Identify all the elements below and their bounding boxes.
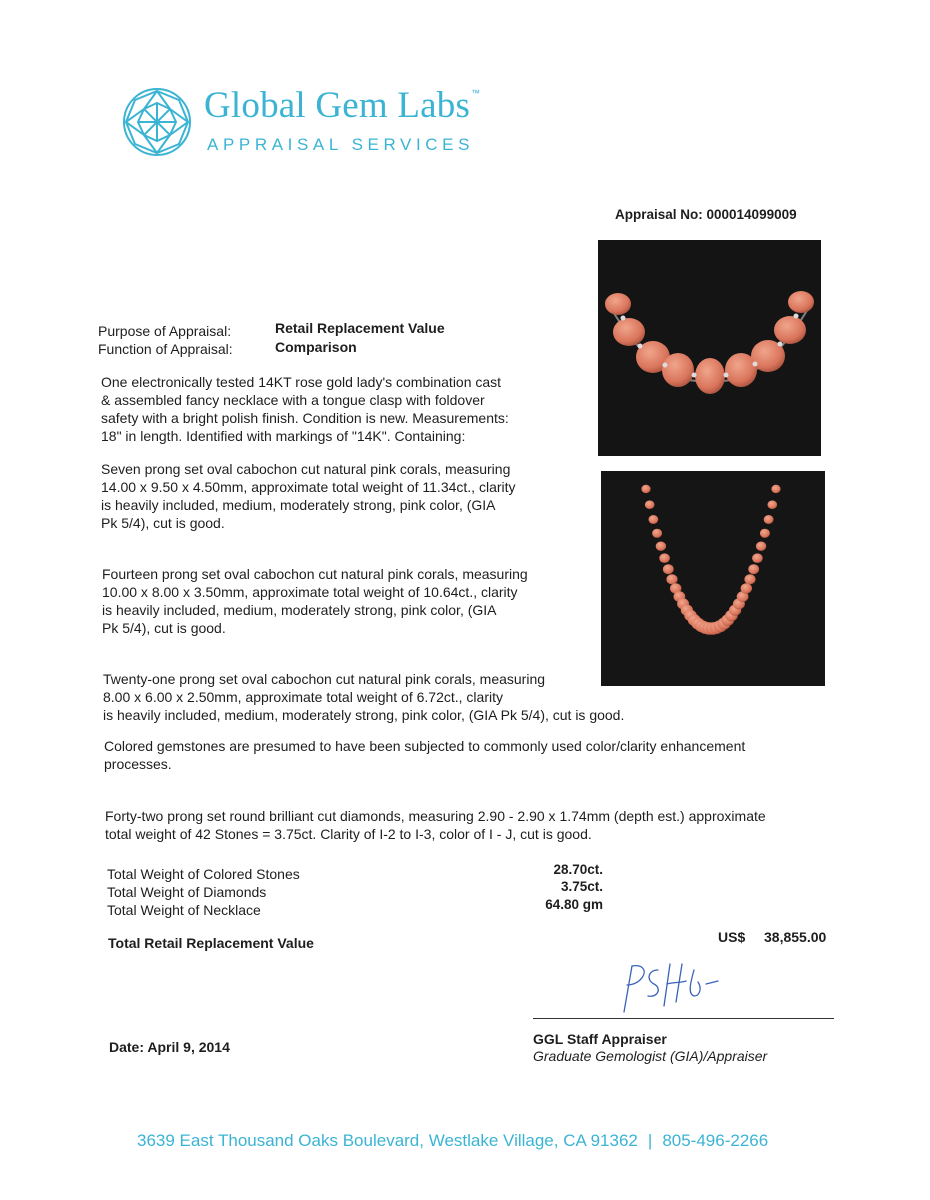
signatory-title: GGL Staff Appraiser: [533, 1031, 667, 1047]
signature-line: [533, 1018, 834, 1019]
stone-description-1: Seven prong set oval cabochon cut natural pink corals, measuring 14.00 x 9.50 x 4.50mm, approximate total weight of 11.34ct., clarity is heavily included, medium, moderately strong, pink color, (GIA Pk 5/4), cut is good.: [101, 461, 516, 531]
retail-amount: 38,855.00: [764, 929, 827, 945]
function-label: Function of Appraisal:: [98, 341, 233, 357]
retail-currency: US$: [718, 929, 746, 945]
diamond-description: Forty-two prong set round brilliant cut diamonds, measuring 2.90 - 2.90 x 1.74mm (depth est.) approximate total weight of 42 Stones = 3.75ct. Clarity of I-2 to I-3, color of I - J, cut is good.: [105, 808, 766, 842]
coral-bead: [760, 529, 770, 538]
footer-address: 3639 East Thousand Oaks Boulevard, Westlake Village, CA 91362: [137, 1131, 638, 1150]
necklace-closeup-photo: [598, 240, 821, 456]
footer-contact: [137, 1131, 768, 1151]
coral-necklace-full-icon: [601, 471, 825, 686]
coral-bead: [641, 485, 650, 493]
total-diamonds-label: Total Weight of Diamonds: [107, 884, 267, 900]
coral-bead: [663, 564, 674, 574]
coral-bead: [771, 485, 780, 493]
function-value: Comparison: [275, 339, 357, 355]
total-necklace-value: 64.80 gm: [545, 897, 603, 912]
signatory-credentials: Graduate Gemologist (GIA)/Appraiser: [533, 1048, 768, 1064]
item-description: One electronically tested 14KT rose gold lady's combination cast & assembled fancy necklace with a tongue clasp with foldover safety with a bright polish finish. Condition is new. Measurements: 18" in length. Identified with markings of "14K". Containing:: [101, 374, 509, 444]
coral-necklace-closeup-icon: [598, 240, 821, 456]
brand-tagline: APPRAISAL SERVICES: [207, 135, 475, 154]
stone-description-2: Fourteen prong set oval cabochon cut natural pink corals, measuring 10.00 x 8.00 x 3.50mm, approximate total weight of 10.64ct., clarity is heavily included, medium, moderately strong, pink color, (GIA Pk 5/4), cut is good.: [102, 566, 528, 636]
coral-bead: [744, 574, 755, 584]
total-necklace-label: Total Weight of Necklace: [107, 902, 261, 918]
coral-bead: [659, 553, 670, 563]
purpose-label: Purpose of Appraisal:: [98, 323, 232, 339]
purpose-value: Retail Replacement Value: [275, 320, 445, 336]
necklace-full-photo: [601, 471, 825, 686]
coral-bead: [649, 515, 659, 524]
retail-value-label: Total Retail Replacement Value: [108, 935, 314, 951]
enhancement-note: Colored gemstones are presumed to have been subjected to commonly used color/clarity enhancement processes.: [104, 738, 746, 772]
coral-bead: [666, 574, 677, 584]
coral-bead: [645, 500, 655, 509]
coral-bead: [652, 529, 662, 538]
total-colored-stones-label: Total Weight of Colored Stones: [107, 866, 300, 882]
footer-phone: 805-496-2266: [662, 1131, 769, 1150]
handwritten-signature-icon: [618, 958, 728, 1018]
brand-name: Global Gem Labs™: [204, 85, 481, 126]
appraisal-number: Appraisal No: 000014099009: [615, 207, 797, 222]
coral-bead: [752, 553, 763, 563]
appraisal-date: Date: April 9, 2014: [109, 1039, 230, 1055]
coral-bead: [764, 515, 774, 524]
coral-bead: [656, 542, 666, 551]
total-colored-stones-value: 28.70ct.: [553, 862, 603, 877]
diamond-logo-icon: [121, 86, 193, 158]
total-diamonds-value: 3.75ct.: [560, 879, 603, 894]
coral-bead: [741, 583, 752, 593]
coral-bead: [768, 500, 778, 509]
stone-description-3: Twenty-one prong set oval cabochon cut natural pink corals, measuring 8.00 x 6.00 x 2.50mm, approximate total weight of 6.72ct., clarity is heavily included, medium, moderately strong, pink color, (GIA Pk 5/4), cut is good.: [103, 671, 625, 723]
coral-bead: [756, 542, 766, 551]
footer-separator: |: [647, 1131, 653, 1150]
coral-bead: [748, 564, 759, 574]
